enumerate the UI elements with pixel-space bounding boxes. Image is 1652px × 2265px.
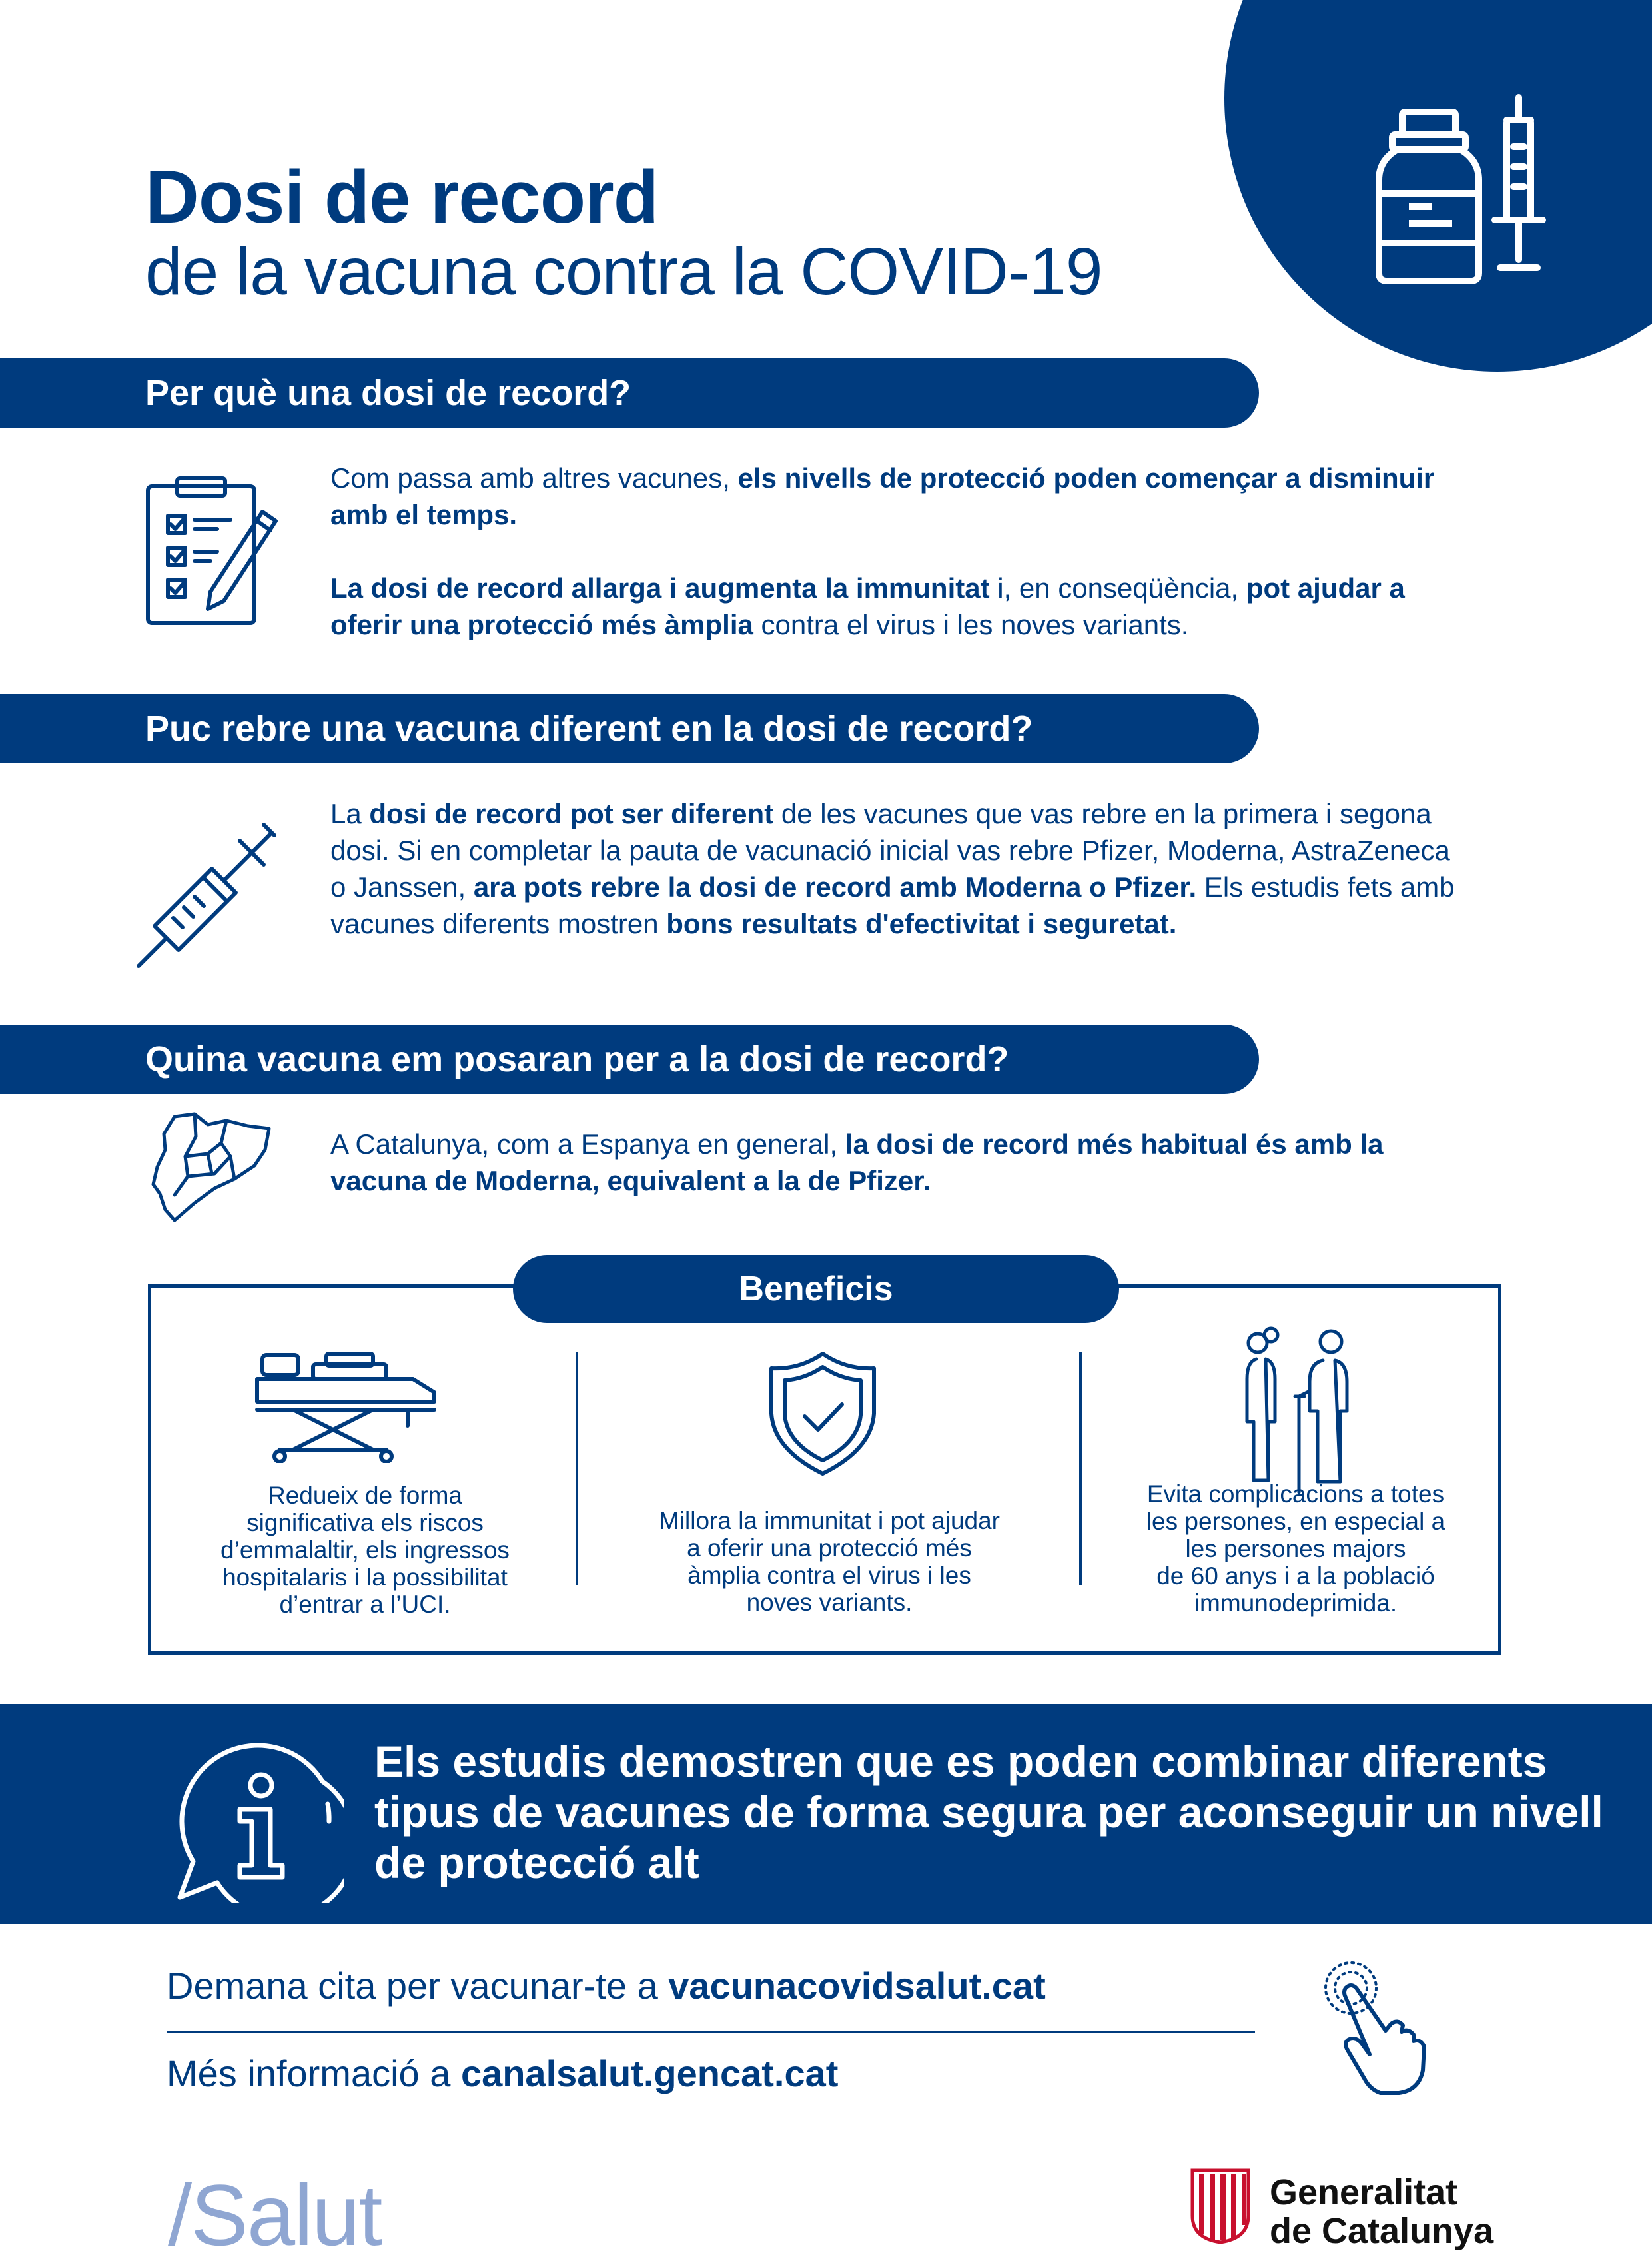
hospital-bed-icon bbox=[253, 1348, 441, 1463]
page-title: Dosi de record bbox=[145, 155, 659, 238]
appointment-line: Demana cita per vacunar-te a vacunacovidsalut.cat bbox=[167, 1965, 1046, 2007]
syringe-icon bbox=[133, 818, 280, 971]
section-heading-different: Puc rebre una vacuna diferent en la dosi de record? bbox=[0, 694, 1259, 763]
benefit-text-3: Evita complicacions a totes les persones, en especial a les persones majors de 60 anys i a la població immunodeprimida. bbox=[1146, 1480, 1446, 1617]
section-why-text bbox=[330, 460, 1463, 643]
section-different-text bbox=[330, 795, 1456, 942]
people-elderly-icon bbox=[1243, 1326, 1367, 1500]
why-paragraph-1: Com passa amb altres vacunes, els nivells de protecció poden començar a disminuir amb el temps. bbox=[330, 462, 1435, 530]
section-heading-which: Quina vacuna em posaran per a la dosi de record? bbox=[0, 1025, 1259, 1094]
why-paragraph-2: La dosi de record allarga i augmenta la immunitat i, en conseqüència, pot ajudar a oferir una protecció més àmplia contra el virus i les noves variants. bbox=[330, 572, 1405, 640]
generalitat-shield-icon bbox=[1190, 2168, 1251, 2245]
benefits-divider bbox=[1079, 1352, 1082, 1586]
benefits-divider bbox=[576, 1352, 578, 1586]
benefits-title: Beneficis bbox=[513, 1255, 1119, 1323]
generalitat-logo-text: Generalitat de Catalunya bbox=[1270, 2172, 1494, 2251]
different-paragraph: La dosi de record pot ser diferent de les vacunes que vas rebre en la primera i segona dosi. Si en completar la pauta de vacunació inicial vas rebre Pfizer, Moderna, AstraZeneca o Janssen, ara pots rebre la dosi de record amb Moderna o Pfizer. Els estudis fets amb vacunes diferents mostren bons resultats d'efectivitat i seguretat. bbox=[330, 798, 1455, 939]
clipboard-checklist-icon bbox=[144, 474, 280, 628]
info-text: Els estudis demostren que es poden combinar diferents tipus de vacunes de forma segura per aconseguir un nivell de protecció alt bbox=[374, 1737, 1603, 1887]
benefit-text-1: Redueix de forma significativa els riscos d’emmalaltir, els ingressos hospitalaris i la possibilitat d’entrar a l’UCI. bbox=[220, 1482, 510, 1618]
catalonia-map-icon bbox=[148, 1110, 274, 1224]
section-heading-why: Per què una dosi de record? bbox=[0, 358, 1259, 428]
info-bubble-icon bbox=[171, 1735, 344, 1903]
which-paragraph: A Catalunya, com a Espanya en general, la dosi de record més habitual és amb la vacuna de Moderna, equivalent a la de Pfizer. bbox=[330, 1129, 1384, 1196]
info-link[interactable]: canalsalut.gencat.cat bbox=[460, 2052, 839, 2094]
appointment-link[interactable]: vacunacovidsalut.cat bbox=[668, 1965, 1046, 2007]
divider-line bbox=[167, 2031, 1255, 2033]
section-which-text bbox=[330, 1126, 1463, 1199]
salut-logo: /Salut bbox=[168, 2166, 382, 2264]
syringe-top-icon bbox=[1485, 93, 1552, 280]
info-line: Més informació a canalsalut.gencat.cat bbox=[167, 2052, 839, 2094]
touch-hand-icon bbox=[1316, 1957, 1430, 2097]
vaccine-vial-icon bbox=[1372, 107, 1485, 286]
shield-check-icon bbox=[766, 1350, 879, 1478]
benefit-text-2: Millora la immunitat i pot ajudar a oferir una protecció més àmplia contra el virus i les noves variants. bbox=[658, 1507, 1001, 1616]
page-subtitle: de la vacuna contra la COVID-19 bbox=[145, 234, 1102, 309]
